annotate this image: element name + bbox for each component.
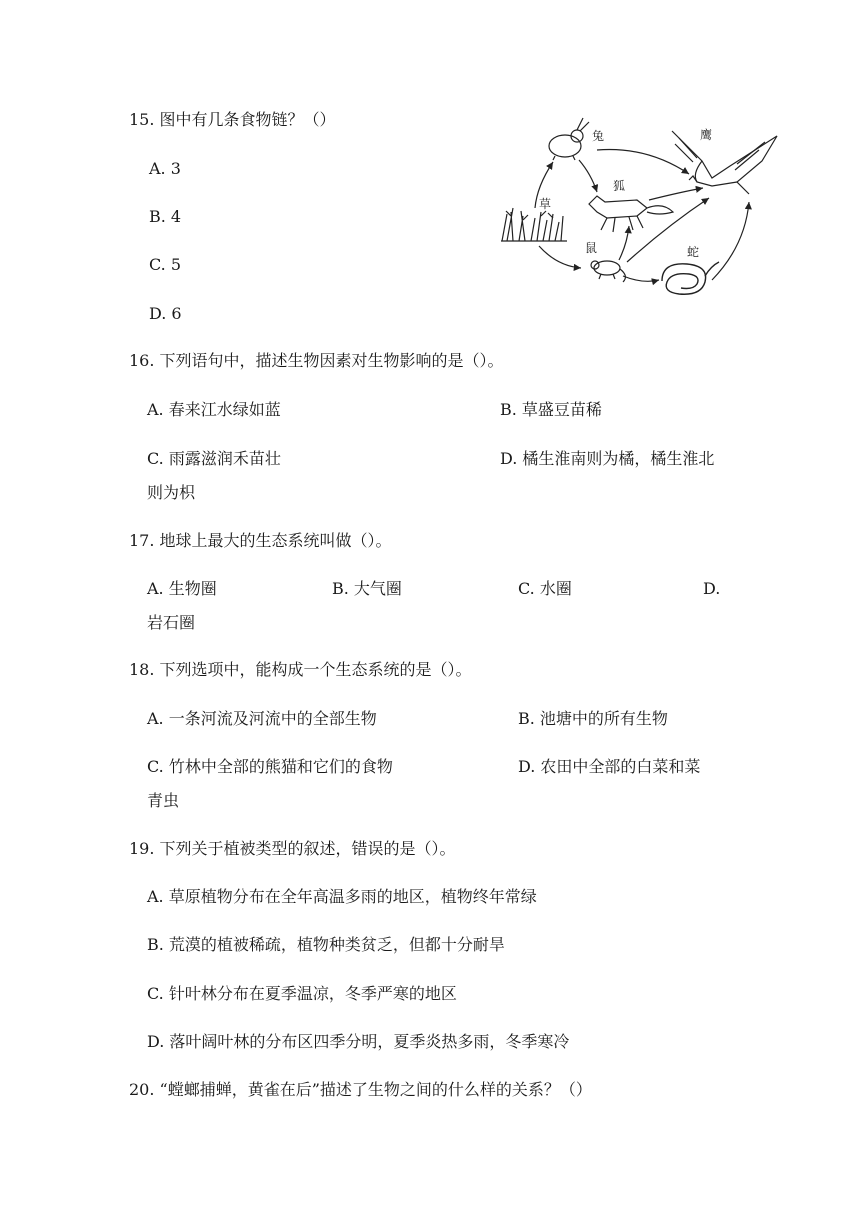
question-16-option-b[interactable]: B. 草盛豆苗稀 <box>500 400 602 419</box>
grass-icon <box>501 208 567 241</box>
label-fox: 狐 <box>613 179 626 193</box>
question-15-option-a[interactable]: A. 3 <box>149 159 181 178</box>
question-15-option-b[interactable]: B. 4 <box>149 207 182 226</box>
arrow-snake-to-eagle <box>712 202 749 280</box>
arrow-rabbit-to-eagle <box>597 150 689 175</box>
eagle-icon <box>672 131 777 194</box>
question-19-option-d[interactable]: D. 落叶阔叶林的分布区四季分明，夏季炎热多雨，冬季寒冷 <box>147 1032 570 1051</box>
label-grass: 草 <box>539 197 552 211</box>
arrow-fox-to-eagle <box>649 188 703 200</box>
question-17-option-a[interactable]: A. 生物圈 <box>147 579 217 598</box>
food-web-diagram <box>497 116 787 316</box>
question-17-stem: 17. 地球上最大的生态系统叫做（）。 <box>129 531 392 550</box>
question-18-option-b[interactable]: B. 池塘中的所有生物 <box>518 709 668 728</box>
question-19-stem: 19. 下列关于植被类型的叙述，错误的是（）。 <box>129 839 456 858</box>
label-mouse: 鼠 <box>585 241 598 255</box>
question-19-option-c[interactable]: C. 针叶林分布在夏季温凉，冬季严寒的地区 <box>147 984 457 1003</box>
fox-icon <box>589 196 673 232</box>
question-19-option-a[interactable]: A. 草原植物分布在全年高温多雨的地区，植物终年常绿 <box>147 887 537 906</box>
question-15-option-d[interactable]: D. 6 <box>149 304 182 323</box>
food-web-arrows <box>535 150 749 282</box>
arrow-grass-to-mouse <box>539 246 581 268</box>
question-19-option-b[interactable]: B. 荒漠的植被稀疏，植物种类贫乏，但都十分耐旱 <box>147 935 505 954</box>
question-18-option-d[interactable]: D. 农田中全部的白菜和菜 <box>518 757 701 776</box>
question-18-stem: 18. 下列选项中，能构成一个生态系统的是（）。 <box>129 660 472 679</box>
label-eagle: 鹰 <box>700 128 713 142</box>
question-16-option-d[interactable]: D. 橘生淮南则为橘，橘生淮北 <box>500 449 715 468</box>
question-17-option-d-continued: 岩石圈 <box>147 613 196 632</box>
snake-icon <box>662 262 719 294</box>
rabbit-icon <box>549 118 589 160</box>
question-18-option-d-continued: 青虫 <box>147 791 180 810</box>
question-17-option-d[interactable]: D. <box>703 579 721 598</box>
arrow-mouse-to-fox <box>619 226 629 260</box>
question-16-option-a[interactable]: A. 春来江水绿如蓝 <box>147 400 281 419</box>
question-20-stem: 20. “螳螂捕蝉，黄雀在后”描述了生物之间的什么样的关系？（） <box>129 1080 592 1099</box>
arrow-mouse-to-snake <box>623 276 659 281</box>
mouse-icon <box>591 261 625 282</box>
question-16-option-c[interactable]: C. 雨露滋润禾苗壮 <box>147 449 281 468</box>
question-18-option-a[interactable]: A. 一条河流及河流中的全部生物 <box>147 709 377 728</box>
question-16-stem: 16. 下列语句中，描述生物因素对生物影响的是（）。 <box>129 351 504 370</box>
arrow-rabbit-to-fox <box>579 160 597 192</box>
question-16-option-d-continued: 则为枳 <box>147 483 196 502</box>
label-rabbit: 兔 <box>592 129 605 143</box>
question-18-option-c[interactable]: C. 竹林中全部的熊猫和它们的食物 <box>147 757 393 776</box>
question-15-option-c[interactable]: C. 5 <box>149 255 182 274</box>
label-snake: 蛇 <box>687 245 700 259</box>
question-17-option-c[interactable]: C. 水圈 <box>518 579 572 598</box>
question-17-option-b[interactable]: B. 大气圈 <box>332 579 402 598</box>
question-15-stem: 15. 图中有几条食物链？（） <box>129 110 336 129</box>
